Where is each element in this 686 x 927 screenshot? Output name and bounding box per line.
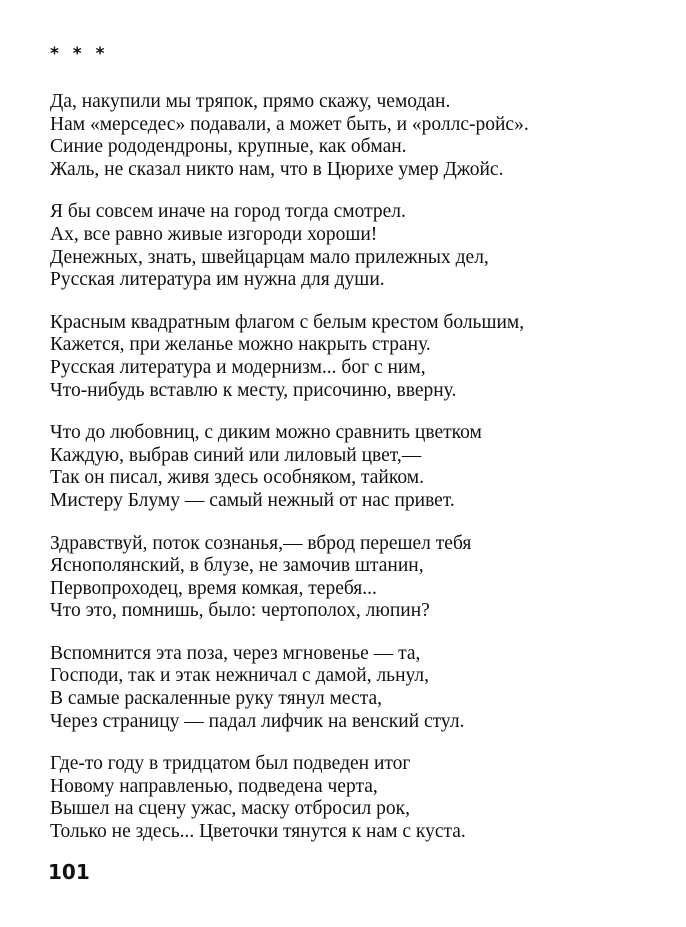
poem-line: Вышел на сцену ужас, маску отбросил рок, (50, 798, 410, 820)
poem-line: Через страницу — падал лифчик на венский стул. (50, 710, 465, 732)
poem-line: Вспомнится эта поза, через мгновенье — та, (50, 642, 421, 664)
poem-line: Каждую, выбрав синий или лиловый цвет,— (50, 444, 422, 466)
poem-line: Мистеру Блуму — самый нежный от нас привет. (50, 489, 455, 511)
poem-line: Где-то году в тридцатом был подведен итог (50, 753, 411, 775)
poem-line: Русская литература и модернизм... бог с ним, (50, 356, 426, 378)
poem-line: Кажется, при желанье можно накрыть страну. (50, 334, 431, 356)
poem-line: Да, накупили мы тряпок, прямо скажу, чемодан. (50, 91, 451, 112)
poem-line: Красным квадратным флагом с белым крестом большим, (50, 311, 525, 333)
poem-line: Так он писал, живя здесь особняком, тайком. (50, 467, 424, 489)
poem-line: Что до любовниц, с диким можно сравнить цветком (50, 422, 482, 444)
poem-line: Денежных, знать, швейцарцам мало прилежных дел, (50, 246, 489, 268)
poem-line: Ах, все равно живые изгороди хороши! (50, 223, 378, 245)
stanza-5 (50, 533, 670, 623)
poem-line: Русская литература им нужна для души. (50, 269, 385, 291)
poem-line: Что-нибудь вставлю к месту, присочиню, вверну. (50, 379, 457, 401)
poem-line: Жаль, не сказал никто нам, что в Цюрихе умер Джойс. (50, 158, 504, 180)
section-ornament: * * * (50, 44, 109, 64)
poem-line: Господи, так и этак нежничал с дамой, льнул, (50, 665, 430, 687)
poem-line: Здравствуй, поток сознанья,— вброд перешел тебя (50, 532, 472, 554)
poem-line: Синие рододендроны, крупные, как обман. (50, 136, 407, 158)
stanza-6 (50, 643, 670, 733)
stanza-7 (50, 753, 670, 843)
stanza-2 (50, 201, 670, 291)
poem-line: Новому направленью, подведена черта, (50, 775, 378, 797)
poem-line: Только не здесь... Цветочки тянутся к нам с куста. (50, 821, 466, 843)
stanza-3 (50, 312, 670, 402)
stanza-1 (50, 91, 670, 181)
poem-line: Первопроходец, время комкая, теребя... (50, 577, 377, 599)
poem-line: Нам «мерседес» подавали, а может быть, и «роллс-ройс». (50, 113, 529, 135)
poem-line: Я бы совсем иначе на город тогда смотрел. (50, 201, 406, 223)
page-number: 101 (48, 860, 90, 884)
poem-line: Что это, помнишь, было: чертополох, люпин? (50, 600, 430, 622)
poem (50, 91, 670, 864)
poem-line: Яснополянский, в блузе, не замочив штанин, (50, 555, 424, 577)
stanza-4 (50, 422, 670, 512)
poem-line: В самые раскаленные руку тянул места, (50, 688, 383, 710)
